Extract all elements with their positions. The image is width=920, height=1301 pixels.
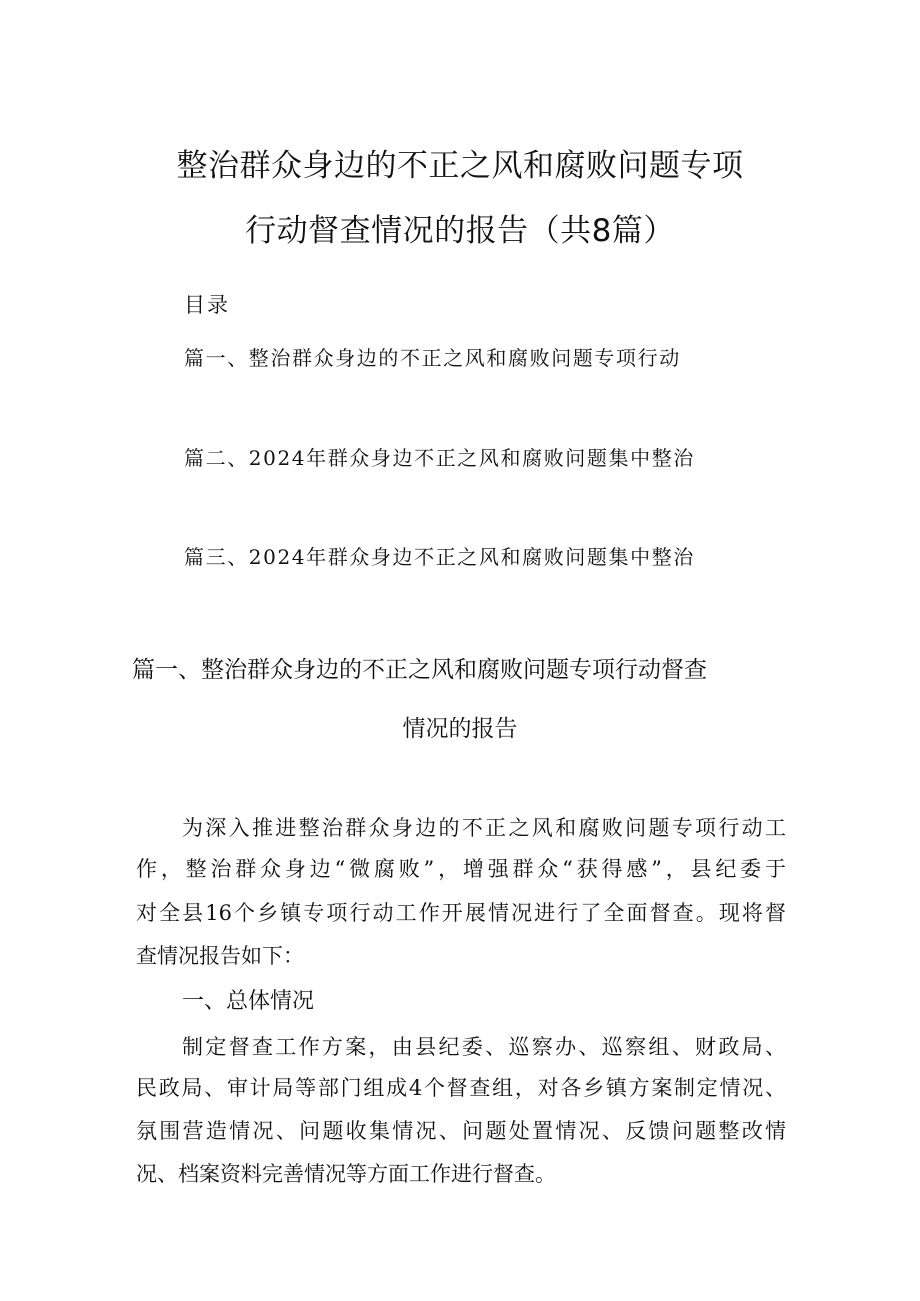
paragraph-line: 查情况报告如下： xyxy=(136,944,304,968)
paragraph-line: 民政局、审计局等部门组成4个督查组，对各乡镇方案制定情况、 xyxy=(136,1076,786,1100)
section-subheading: 一、总体情况 xyxy=(182,989,315,1014)
section-title-line-2: 情况的报告 xyxy=(402,716,518,742)
paragraph-line: 氛围营造情况、问题收集情况、问题处置情况、反馈问题整改情 xyxy=(136,1119,786,1143)
document-title-line-2: 行动督查情况的报告（共8篇） xyxy=(245,213,675,249)
paragraph-line: 为深入推进整治群众身边的不正之风和腐败问题专项行动工 xyxy=(182,816,786,840)
section-title-line-1: 篇一、整治群众身边的不正之风和腐败问题专项行动督查 xyxy=(132,657,707,683)
document-title-line-1: 整治群众身边的不正之风和腐败问题专项 xyxy=(176,148,744,184)
paragraph-line: 作，整治群众身边“微腐败”，增强群众“获得感”，县纪委于 xyxy=(136,857,786,881)
paragraph-line: 况、档案资料完善情况等方面工作进行督查。 xyxy=(136,1162,556,1186)
toc-item-3: 篇三、2024年群众身边不正之风和腐败问题集中整治 xyxy=(184,545,695,569)
toc-item-2: 篇二、2024年群众身边不正之风和腐败问题集中整治 xyxy=(184,446,695,470)
toc-item-1: 篇一、整治群众身边的不正之风和腐败问题专项行动 xyxy=(184,346,681,370)
paragraph-line: 制定督查工作方案，由县纪委、巡察办、巡察组、财政局、 xyxy=(182,1035,786,1059)
toc-heading: 目录 xyxy=(184,293,230,317)
paragraph-line: 对全县16个乡镇专项行动工作开展情况进行了全面督查。现将督 xyxy=(136,901,786,925)
